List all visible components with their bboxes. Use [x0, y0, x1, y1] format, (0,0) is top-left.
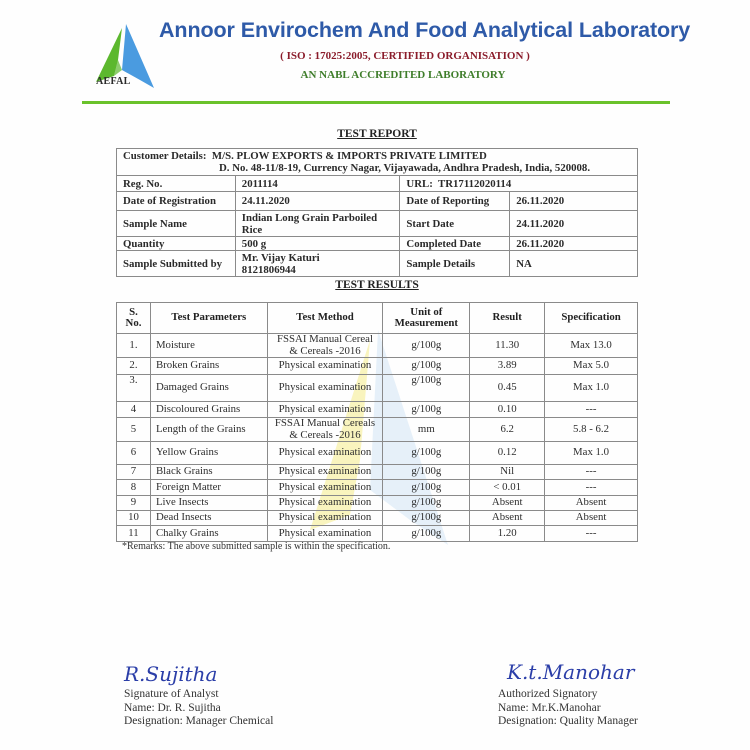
submitted-by-name: Mr. Vijay Katuri: [241, 251, 320, 264]
signatory-name: Name: Mr.K.Manohar: [498, 701, 601, 714]
completed-date-value: 26.11.2020: [510, 237, 638, 251]
table-row: [117, 511, 638, 526]
completed-date-label: Completed Date: [400, 237, 510, 251]
cell-method: [267, 418, 383, 442]
cell-parameter: Damaged Grains: [150, 375, 267, 402]
cell-result: 0.45: [470, 375, 545, 402]
table-row: [117, 496, 638, 511]
cell-specification: ---: [545, 480, 638, 496]
cell-unit: g/100g: [383, 526, 470, 542]
start-date-value: 24.11.2020: [510, 211, 638, 237]
cell-sno: 2.: [117, 358, 151, 375]
col-result: Result: [470, 303, 545, 334]
customer-address: D. No. 48-11/8-19, Currency Nagar, Vijayawada, Andhra Pradesh, India, 520008.: [219, 162, 591, 174]
analyst-signature-scrawl: R.Sujitha: [124, 662, 218, 686]
remarks: *Remarks: The above submitted sample is within the specification.: [122, 541, 391, 552]
cell-method: Physical examination: [267, 465, 383, 480]
signatory-designation: Designation: Quality Manager: [498, 715, 638, 727]
customer-name: M/S. PLOW EXPORTS & IMPORTS PRIVATE LIMITED: [211, 150, 487, 162]
cell-specification: Max 5.0: [545, 358, 638, 375]
cell-result: Nil: [470, 465, 545, 480]
cell-result: Absent: [470, 496, 545, 511]
cell-parameter: Broken Grains: [150, 358, 267, 375]
url-value: TR17112020114: [438, 177, 512, 190]
col-unit-line2: Measurement: [394, 317, 458, 329]
cell-method: Physical examination: [267, 511, 383, 526]
cell-unit: g/100g: [383, 480, 470, 496]
cell-parameter: Foreign Matter: [150, 480, 267, 496]
customer-details-cell: [117, 149, 638, 176]
col-test-parameters: Test Parameters: [150, 303, 267, 334]
cell-method: Physical examination: [267, 358, 383, 375]
cell-specification: ---: [545, 526, 638, 542]
table-row: [117, 526, 638, 542]
cell-unit: mm: [383, 418, 470, 442]
cell-result: 0.10: [470, 402, 545, 418]
reg-no-label: Reg. No.: [117, 176, 236, 192]
analyst-designation: Designation: Manager Chemical: [124, 715, 274, 727]
cell-result: 3.89: [470, 358, 545, 375]
cell-result: Absent: [470, 511, 545, 526]
analyst-title: Signature of Analyst: [124, 688, 219, 700]
cell-sno: 9: [117, 496, 151, 511]
cell-specification: Absent: [545, 511, 638, 526]
cell-unit: g/100g: [383, 375, 470, 402]
cell-sno: 11: [117, 526, 151, 542]
cell-parameter: Yellow Grains: [150, 442, 267, 465]
cell-method: Physical examination: [267, 496, 383, 511]
table-row: [117, 465, 638, 480]
cell-unit: g/100g: [383, 511, 470, 526]
sample-details-value: NA: [510, 251, 638, 277]
method-line2: & Cereals -2016: [289, 428, 361, 441]
results-header-row: [117, 303, 638, 334]
cell-method: Physical examination: [267, 526, 383, 542]
cell-parameter: Moisture: [150, 334, 267, 358]
signatory-title: Authorized Signatory: [498, 688, 598, 700]
table-row: [117, 334, 638, 358]
cell-sno: 10: [117, 511, 151, 526]
cell-method: Physical examination: [267, 442, 383, 465]
customer-details-table: [116, 148, 638, 277]
iso-certification: ( ISO : 17025:2005, CERTIFIED ORGANISATION ): [280, 50, 530, 62]
cell-method: Physical examination: [267, 375, 383, 402]
lab-name: Annoor Envirochem And Food Analytical Laboratory: [159, 18, 691, 42]
cell-sno: 6: [117, 442, 151, 465]
date-reporting-value: 26.11.2020: [510, 192, 638, 211]
cell-parameter: Length of the Grains: [150, 418, 267, 442]
col-unit: [383, 303, 470, 334]
table-row: [117, 358, 638, 375]
table-row: [117, 480, 638, 496]
cell-result: < 0.01: [470, 480, 545, 496]
date-row: [117, 192, 638, 211]
submitted-by-value: [235, 251, 400, 277]
cell-result: 6.2: [470, 418, 545, 442]
quantity-value: 500 g: [235, 237, 400, 251]
customer-row: [117, 149, 638, 176]
signatory-signature-block: [498, 688, 638, 729]
logo-text: AEFAL: [96, 76, 131, 87]
method-line1: FSSAI Manual Cereal: [277, 333, 373, 345]
col-unit-line1: Unit of: [410, 305, 443, 318]
table-row: [117, 442, 638, 465]
col-sno: [117, 303, 151, 334]
col-sno-line1: S.: [129, 305, 138, 318]
quantity-label: Quantity: [117, 237, 236, 251]
cell-result: 11.30: [470, 334, 545, 358]
url-cell: [400, 176, 638, 192]
cell-unit: g/100g: [383, 334, 470, 358]
col-specification: Specification: [545, 303, 638, 334]
test-results-table: [116, 302, 638, 542]
date-registration-value: 24.11.2020: [235, 192, 400, 211]
cell-specification: ---: [545, 465, 638, 480]
nabl-accreditation: AN NABL ACCREDITED LABORATORY: [300, 69, 506, 81]
cell-parameter: Black Grains: [150, 465, 267, 480]
cell-unit: g/100g: [383, 442, 470, 465]
col-test-method: Test Method: [267, 303, 383, 334]
cell-sno: 8: [117, 480, 151, 496]
sample-name-line1: Indian Long Grain Parboiled: [241, 211, 378, 224]
analyst-signature-block: [124, 688, 273, 729]
test-results-title: TEST RESULTS: [335, 279, 419, 291]
signatory-signature-scrawl: K.t.Manohar: [507, 660, 635, 684]
cell-specification: 5.8 - 6.2: [545, 418, 638, 442]
cell-sno: 7: [117, 465, 151, 480]
cell-unit: g/100g: [383, 402, 470, 418]
table-row: [117, 418, 638, 442]
analyst-name: Name: Dr. R. Sujitha: [124, 701, 221, 714]
table-row: [117, 375, 638, 402]
cell-sno: 1.: [117, 334, 151, 358]
cell-method: Physical examination: [267, 480, 383, 496]
cell-method: [267, 334, 383, 358]
method-line2: & Cereals -2016: [289, 344, 361, 357]
start-date-label: Start Date: [400, 211, 510, 237]
cell-specification: Max 1.0: [545, 442, 638, 465]
reg-row: [117, 176, 638, 192]
submitted-by-phone: 8121806944: [241, 263, 296, 276]
cell-result: 1.20: [470, 526, 545, 542]
sample-details-label: Sample Details: [400, 251, 510, 277]
cell-unit: g/100g: [383, 496, 470, 511]
submitted-by-label: Sample Submitted by: [117, 251, 236, 277]
sample-row: [117, 211, 638, 237]
table-row: [117, 402, 638, 418]
customer-label: Customer Details:: [123, 150, 207, 162]
col-sno-line2: No.: [125, 317, 142, 329]
cell-sno: 4: [117, 402, 151, 418]
date-registration-label: Date of Registration: [117, 192, 236, 211]
submitted-row: [117, 251, 638, 277]
sample-name-label: Sample Name: [117, 211, 236, 237]
cell-parameter: Live Insects: [150, 496, 267, 511]
cell-unit: g/100g: [383, 465, 470, 480]
cell-sno: 3.: [117, 375, 151, 402]
test-report-title: TEST REPORT: [337, 128, 417, 140]
reg-no-value: 2011114: [235, 176, 400, 192]
sample-name-line2: Rice: [241, 223, 263, 236]
date-reporting-label: Date of Reporting: [400, 192, 510, 211]
cell-method: Physical examination: [267, 402, 383, 418]
cell-specification: Max 13.0: [545, 334, 638, 358]
cell-parameter: Dead Insects: [150, 511, 267, 526]
cell-unit: g/100g: [383, 358, 470, 375]
quantity-row: [117, 237, 638, 251]
url-label: URL:: [406, 177, 433, 190]
cell-result: 0.12: [470, 442, 545, 465]
cell-specification: ---: [545, 402, 638, 418]
results-body: [117, 334, 638, 542]
cell-parameter: Chalky Grains: [150, 526, 267, 542]
cell-sno: 5: [117, 418, 151, 442]
sample-name-value: [235, 211, 400, 237]
cell-specification: Max 1.0: [545, 375, 638, 402]
header-divider: [82, 101, 670, 104]
cell-specification: Absent: [545, 496, 638, 511]
method-line1: FSSAI Manual Cereals: [274, 417, 376, 429]
cell-parameter: Discoloured Grains: [150, 402, 267, 418]
